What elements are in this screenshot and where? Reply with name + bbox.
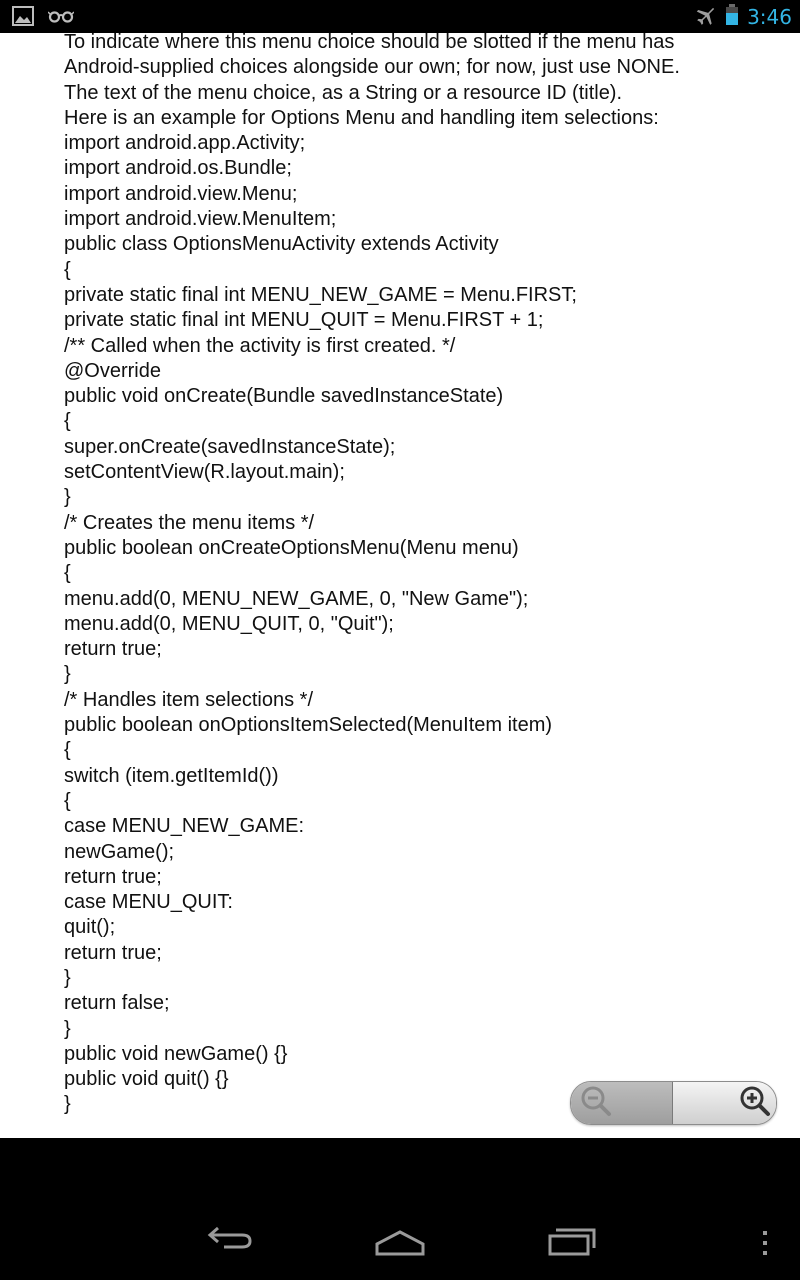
text-line: The text of the menu choice, as a String or a resource ID (title). (64, 81, 623, 104)
text-line: public void onCreate(Bundle savedInstanceState) (64, 385, 504, 408)
text-line: { (64, 258, 71, 281)
navigation-bar (0, 1138, 800, 1280)
image-notification-icon (12, 5, 34, 31)
text-line: { (64, 562, 71, 585)
text-line: return true; (64, 865, 162, 888)
text-line: { (64, 410, 71, 433)
text-line: super.onCreate(savedInstanceState); (64, 435, 396, 458)
text-line: case MENU_NEW_GAME: (64, 815, 305, 838)
text-line: } (64, 966, 71, 989)
text-line: private static final int MENU_NEW_GAME = Menu.FIRST; (64, 283, 577, 306)
text-line: import android.view.MenuItem; (64, 208, 337, 231)
battery-icon (725, 4, 739, 30)
back-icon (206, 1237, 254, 1256)
clock: 3:46 (747, 5, 792, 29)
text-line: { (64, 789, 71, 812)
status-bar (0, 0, 800, 33)
back-button[interactable] (206, 1224, 254, 1256)
zoom-in-button[interactable] (673, 1082, 776, 1124)
text-line: public boolean onOptionsItemSelected(MenuItem item) (64, 714, 553, 737)
text-line: public class OptionsMenuActivity extends Activity (64, 233, 499, 256)
article-text (64, 33, 784, 1118)
text-line: /* Handles item selections */ (64, 688, 314, 711)
text-line: newGame(); (64, 840, 175, 863)
text-line: To indicate where this menu choice should be slotted if the menu has (64, 33, 675, 53)
text-line: setContentView(R.layout.main); (64, 461, 345, 484)
recent-apps-icon (546, 1243, 598, 1262)
zoom-out-icon (579, 1084, 613, 1122)
text-line: import android.view.Menu; (64, 182, 298, 205)
text-line: menu.add(0, MENU_QUIT, 0, "Quit"); (64, 612, 394, 635)
text-line: Android-supplied choices alongside our own; for now, just use NONE. (64, 56, 680, 79)
text-line: return true; (64, 941, 162, 964)
text-line: private static final int MENU_QUIT = Menu.FIRST + 1; (64, 309, 544, 332)
menu-overflow-button[interactable] (760, 1230, 770, 1260)
glasses-notification-icon (48, 9, 74, 28)
text-line: @Override (64, 359, 161, 382)
text-line: } (64, 486, 71, 509)
text-line: } (64, 663, 71, 686)
text-line: /** Called when the activity is first created. */ (64, 334, 456, 357)
page-content[interactable] (0, 33, 800, 1138)
notification-icons (12, 5, 74, 31)
zoom-in-icon (738, 1084, 772, 1122)
text-line: return false; (64, 992, 170, 1015)
text-line: case MENU_QUIT: (64, 891, 233, 914)
text-line: public boolean onCreateOptionsMenu(Menu menu) (64, 536, 519, 559)
airplane-mode-icon (695, 4, 717, 30)
text-line: } (64, 1017, 71, 1040)
zoom-out-button[interactable] (571, 1082, 673, 1124)
home-icon (374, 1241, 426, 1260)
text-line: /* Creates the menu items */ (64, 511, 315, 534)
home-button[interactable] (374, 1230, 426, 1260)
text-line: } (64, 1093, 71, 1116)
menu-overflow-icon (760, 1241, 770, 1260)
text-line: import android.os.Bundle; (64, 157, 292, 180)
text-line: switch (item.getItemId()) (64, 764, 279, 787)
text-line: { (64, 739, 71, 762)
text-line: import android.app.Activity; (64, 132, 306, 155)
recent-apps-button[interactable] (546, 1228, 598, 1262)
text-line: return true; (64, 638, 162, 661)
text-line: Here is an example for Options Menu and handling item selections: (64, 106, 659, 129)
system-icons (695, 3, 792, 31)
text-line: quit(); (64, 916, 116, 939)
text-line: public void quit() {} (64, 1068, 229, 1091)
zoom-control (570, 1081, 777, 1125)
text-line: menu.add(0, MENU_NEW_GAME, 0, "New Game"); (64, 587, 529, 610)
text-line: public void newGame() {} (64, 1042, 288, 1065)
